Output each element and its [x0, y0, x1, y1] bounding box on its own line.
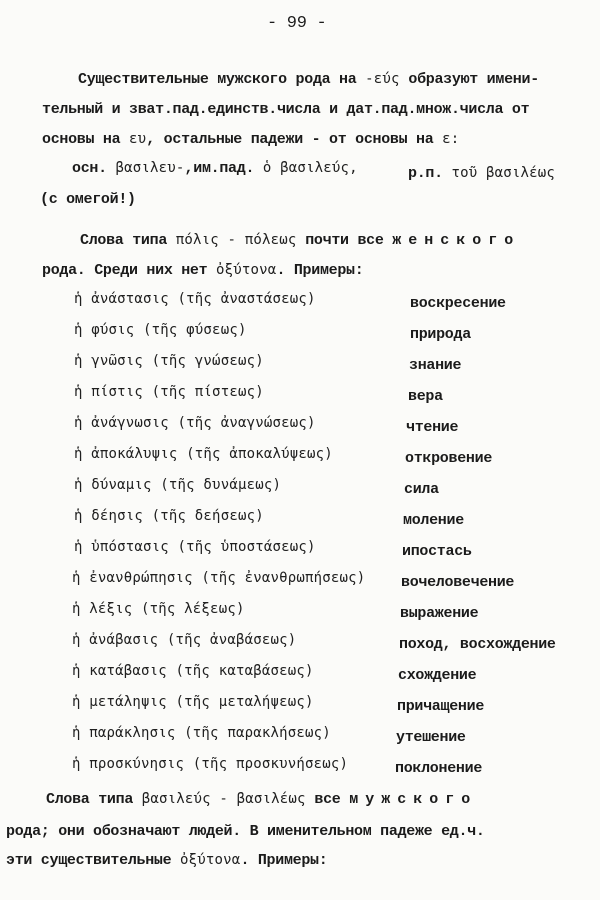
greek-example: ἡ κατάβασις (τῆς καταβάσεως)	[72, 663, 314, 679]
text-line: основы на ευ, остальные падежи - от основы на ε:	[42, 131, 460, 148]
russian-translation: вера	[408, 388, 443, 405]
greek-example: ἡ ἀποκάλυψις (τῆς ἀποκαλύψεως)	[74, 446, 333, 462]
greek-example: ἡ πίστις (τῆς πίστεως)	[74, 384, 264, 400]
greek-term: τοῦ βασιλέως	[451, 165, 556, 181]
text-line: (с омегой!)	[40, 191, 136, 208]
russian-translation: выражение	[400, 605, 479, 622]
text-line: Слова типа πόλις - πόλεως почти все женского	[80, 232, 521, 249]
greek-term: ευ	[129, 131, 147, 147]
russian-translation: сила	[404, 481, 439, 498]
russian-translation: откровение	[405, 450, 493, 467]
greek-example: ἡ δύναμις (τῆς δυνάμεως)	[74, 477, 282, 493]
russian-translation: моление	[403, 512, 464, 529]
text-line: тельный и зват.пад.единств.числа и дат.пад.множ.числа от	[42, 101, 530, 118]
text-line: рода; они обозначают людей. В именительном падеже ед.ч.	[6, 823, 485, 840]
greek-example: ἡ προσκύνησις (τῆς προσκυνήσεως)	[72, 756, 349, 772]
greek-term: ὁ βασιλεύς,	[262, 160, 358, 176]
greek-term: βασιλεύς - βασιλέως	[141, 791, 306, 807]
greek-term: βασιλευ-	[115, 160, 185, 176]
greek-example: ἡ ἀνάγνωσις (τῆς ἀναγνώσεως)	[74, 415, 316, 431]
russian-translation: поклонение	[395, 760, 483, 777]
greek-example: ἡ μετάληψις (τῆς μεταλήψεως)	[72, 694, 314, 710]
greek-example: ἡ φύσις (τῆς φύσεως)	[74, 322, 247, 338]
russian-translation: утешение	[396, 729, 466, 746]
greek-example: ἡ παράκλησις (τῆς παρακλήσεως)	[72, 725, 331, 741]
russian-translation: воскресение	[410, 295, 506, 312]
text-line: осн. βασιλευ-,им.пад. ὁ βασιλεύς,	[72, 160, 358, 177]
page-number: - 99 -	[267, 14, 327, 33]
greek-example: ἡ ἀνάστασις (τῆς ἀναστάσεως)	[74, 291, 316, 307]
text-line: Слова типа βασιλεύς - βασιλέως все мужского	[46, 791, 478, 808]
text-line: Существительные мужского рода на -εύς образуют имени-	[78, 71, 539, 88]
russian-translation: причащение	[397, 698, 485, 715]
text-line: эти существительные ὀξύτονα. Примеры:	[6, 852, 328, 869]
spaced-emphasis: мужского	[349, 791, 478, 808]
greek-example: ἡ λέξις (τῆς λέξεως)	[72, 601, 245, 617]
russian-translation: знание	[409, 357, 462, 374]
russian-translation: ипостась	[402, 543, 472, 560]
greek-example: ἡ δέησις (τῆς δεήσεως)	[74, 508, 264, 524]
russian-translation: вочеловечение	[401, 574, 515, 591]
text-line: рода. Среди них нет ὀξύτονα. Примеры:	[42, 262, 364, 279]
greek-example: ἡ ὑπόστασις (τῆς ὑποστάσεως)	[74, 539, 316, 555]
greek-term: ε:	[442, 131, 460, 147]
spaced-emphasis: женского	[392, 232, 521, 249]
russian-translation: чтение	[406, 419, 459, 436]
greek-term: πόλις - πόλεως	[175, 232, 297, 248]
greek-term: -εύς	[365, 71, 400, 87]
russian-translation: природа	[410, 326, 471, 343]
greek-example: ἡ γνῶσις (τῆς γνώσεως)	[74, 353, 264, 369]
greek-example: ἡ ἐνανθρώπησις (τῆς ἐνανθρωπήσεως)	[72, 570, 366, 586]
text-line: р.п. τοῦ βασιλέως	[408, 165, 556, 182]
greek-example: ἡ ἀνάβασις (τῆς ἀναβάσεως)	[72, 632, 297, 648]
greek-term: ὀξύτονα	[180, 852, 241, 868]
russian-translation: схождение	[398, 667, 477, 684]
russian-translation: поход, восхождение	[399, 636, 556, 653]
greek-term: ὀξύτονα	[216, 262, 277, 278]
